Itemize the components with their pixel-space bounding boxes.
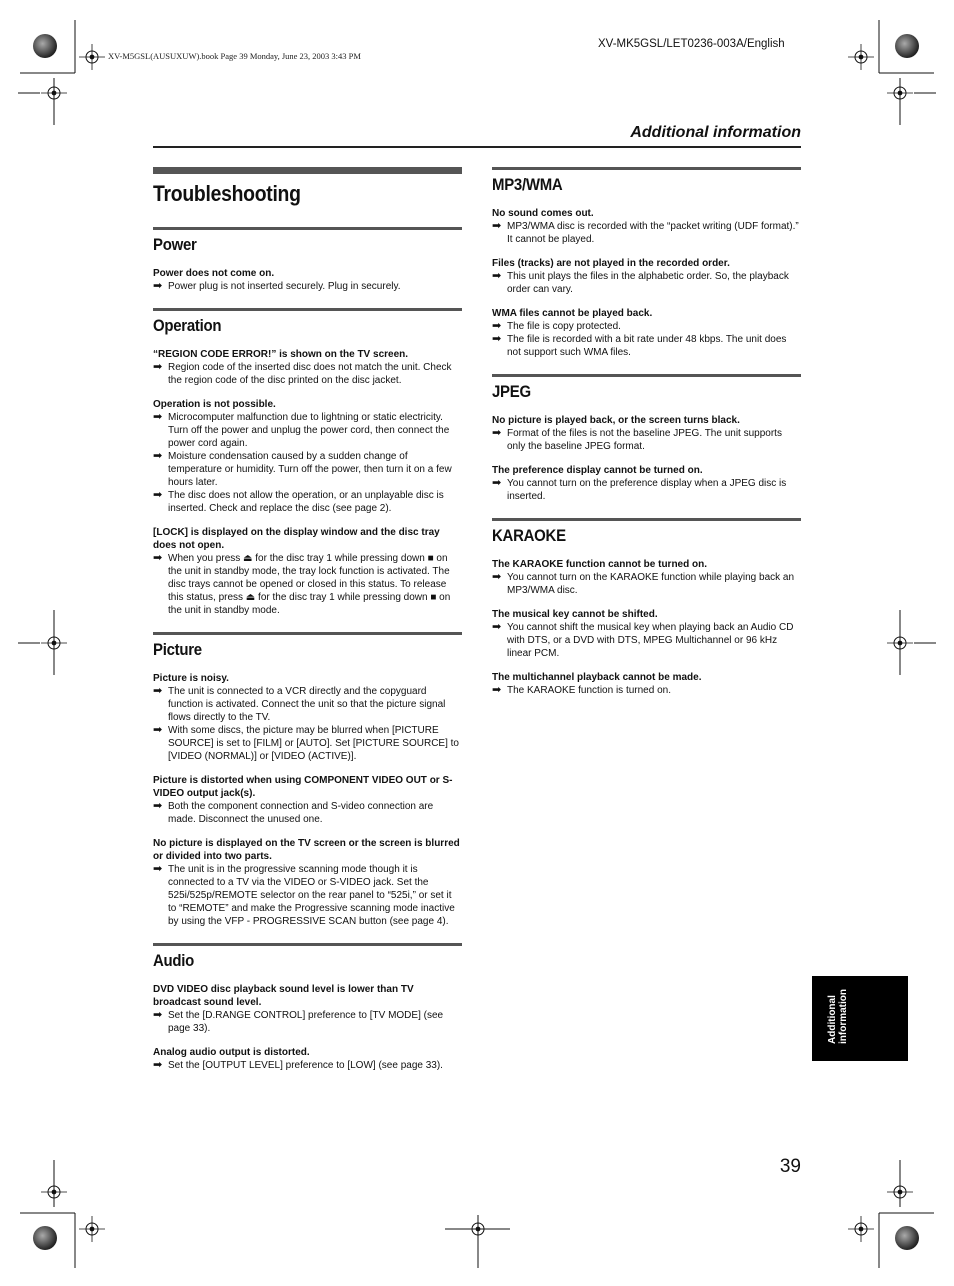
problem-text: Files (tracks) are not played in the recorded order. (492, 258, 730, 269)
trouble-item (153, 398, 462, 515)
solution (153, 685, 462, 724)
solution (153, 489, 462, 515)
solution-text: The file is copy protected. (507, 321, 621, 332)
side-index-tab-label (827, 989, 849, 1044)
section-title: KARAOKE (492, 526, 566, 545)
section-title: Audio (153, 951, 195, 970)
problem-text: Power does not come on. (153, 268, 275, 279)
solution (492, 571, 801, 597)
problem-text: No sound comes out. (492, 208, 594, 219)
trouble-item (153, 837, 462, 928)
section-title: Picture (153, 640, 202, 659)
title-bar (153, 167, 462, 174)
solution-text: Region code of the inserted disc does not match the unit. Check the region code of the disc printed on the disc jacket. (168, 362, 452, 386)
arrow-icon: ➡ (153, 1059, 163, 1071)
arrow-icon: ➡ (153, 552, 163, 564)
right-column (492, 167, 801, 708)
trouble-item (153, 774, 462, 826)
section-mp3-wma (492, 167, 801, 359)
solution-text: You cannot turn on the KARAOKE function while playing back an MP3/WMA disc. (507, 572, 795, 596)
trouble-item (492, 464, 801, 503)
problem-text: The multichannel playback cannot be made. (492, 672, 702, 683)
side-tab-line-2: information (838, 989, 849, 1044)
section-bar (153, 227, 462, 230)
trouble-item (153, 526, 462, 617)
solution-text: With some discs, the picture may be blurred when [PICTURE SOURCE] is set to [FILM] or [AUTO]. Set [PICTURE SOURCE] to [VIDEO (NORMAL)] or [VIDEO (ACTIVE)]. (168, 725, 459, 762)
section-bar (153, 943, 462, 946)
section-bar (492, 518, 801, 521)
section-title: Power (153, 235, 197, 254)
trouble-item (492, 608, 801, 660)
solution-text: The unit is connected to a VCR directly and the copyguard function is activated. Connect the unit so that the picture signal flows directly to the TV. (168, 686, 446, 723)
arrow-icon: ➡ (153, 450, 163, 462)
problem-text: The KARAOKE function cannot be turned on. (492, 559, 707, 570)
section-picture (153, 632, 462, 928)
solution-text: Format of the files is not the baseline JPEG. The unit supports only the baseline JPEG format. (507, 428, 782, 452)
section-power (153, 227, 462, 293)
trouble-item (492, 414, 801, 453)
trouble-item (492, 558, 801, 597)
solution (153, 552, 462, 617)
solution (153, 450, 462, 489)
problem-text: DVD VIDEO disc playback sound level is lower than TV broadcast sound level. (153, 984, 414, 1008)
page-title: Troubleshooting (153, 181, 301, 206)
trouble-item (492, 307, 801, 359)
solution (492, 320, 801, 333)
solution (492, 621, 801, 660)
solution-text: Microcomputer malfunction due to lightning or static electricity. Turn off the power and unplug the power cord, then connect the power cord again. (168, 412, 450, 449)
page-number: 39 (779, 1156, 801, 1177)
solution-text: The file is recorded with a bit rate under 48 kbps. The unit does not support such WMA files. (507, 334, 787, 358)
arrow-icon: ➡ (492, 270, 502, 282)
solution-text: When you press ⏏ for the disc tray 1 while pressing down ■ on the unit in standby mode, the tray lock function is activated. The disc trays cannot be opened or closed in this status. To release this status, press ⏏ for the disc tray 1 while pressing down ■ on the unit in standby mode. (168, 553, 451, 616)
solution (153, 280, 462, 293)
problem-text: The preference display cannot be turned on. (492, 465, 703, 476)
section-operation (153, 308, 462, 617)
arrow-icon: ➡ (153, 800, 163, 812)
solution-text: The unit is in the progressive scanning mode though it is connected to a TV via the VIDEO or S-VIDEO jack. Set the 525i/525p/REMOTE selector on the rear panel to “525i,” or set it to “REMOTE” and make the Progressive scanning mode inactive by using the VFP - PROGRESSIVE SCAN button (see page 4). (168, 864, 455, 927)
solution (153, 863, 462, 928)
trouble-item (153, 348, 462, 387)
solution (492, 333, 801, 359)
solution-text: Moisture condensation caused by a sudden change of temperature or humidity. Turn off the power, then turn it on a few hours later. (168, 451, 452, 488)
arrow-icon: ➡ (492, 427, 502, 439)
section-title: JPEG (492, 382, 531, 401)
problem-text: Picture is noisy. (153, 673, 229, 684)
trouble-item (153, 983, 462, 1035)
solution (492, 220, 801, 246)
header-rule (153, 146, 801, 148)
section-bar (153, 632, 462, 635)
solution-text: MP3/WMA disc is recorded with the “packet writing (UDF format).” It cannot be played. (507, 221, 799, 245)
arrow-icon: ➡ (153, 411, 163, 423)
print-book-info: XV-M5GSL(AUSUXUW).book Page 39 Monday, June 23, 2003 3:43 PM (108, 51, 361, 61)
arrow-icon: ➡ (492, 320, 502, 332)
arrow-icon: ➡ (492, 621, 502, 633)
trouble-item (492, 257, 801, 296)
problem-text: Analog audio output is distorted. (153, 1047, 310, 1058)
problem-text: The musical key cannot be shifted. (492, 609, 658, 620)
trouble-item (153, 1046, 462, 1072)
document-code: XV-MK5GSL/LET0236-003A/English (598, 38, 785, 50)
left-column (153, 167, 462, 1083)
arrow-icon: ➡ (153, 1009, 163, 1021)
solution (153, 361, 462, 387)
problem-text: Operation is not possible. (153, 399, 276, 410)
problem-text: Picture is distorted when using COMPONENT VIDEO OUT or S-VIDEO output jack(s). (153, 775, 453, 799)
section-title: Operation (153, 316, 222, 335)
arrow-icon: ➡ (492, 220, 502, 232)
section-bar (153, 308, 462, 311)
arrow-icon: ➡ (153, 685, 163, 697)
solution-text: Set the [OUTPUT LEVEL] preference to [LOW] (see page 33). (168, 1060, 443, 1071)
section-header-title: Additional information (630, 124, 801, 141)
solution-text: You cannot turn on the preference display when a JPEG disc is inserted. (507, 478, 787, 502)
solution-text: The disc does not allow the operation, or an unplayable disc is inserted. Check and replace the disc (see page 2). (168, 490, 444, 514)
solution (153, 1009, 462, 1035)
solution (153, 800, 462, 826)
side-tab-line-1: Additional (827, 995, 838, 1044)
solution (492, 427, 801, 453)
solution (153, 724, 462, 763)
section-bar (492, 167, 801, 170)
section-bar (492, 374, 801, 377)
solution-text: Both the component connection and S-video connection are made. Disconnect the unused one. (168, 801, 434, 825)
section-jpeg (492, 374, 801, 503)
arrow-icon: ➡ (492, 684, 502, 696)
problem-text: No picture is played back, or the screen turns black. (492, 415, 740, 426)
problem-text: [LOCK] is displayed on the display window and the disc tray does not open. (153, 527, 440, 551)
section-audio (153, 943, 462, 1072)
arrow-icon: ➡ (153, 361, 163, 373)
arrow-icon: ➡ (492, 571, 502, 583)
solution-text: This unit plays the files in the alphabetic order. So, the playback order can vary. (507, 271, 789, 295)
solution (492, 270, 801, 296)
solution-text: You cannot shift the musical key when playing back an Audio CD with DTS, or a DVD with DTS, MPEG Multichannel or 96 kHz linear PCM. (507, 622, 794, 659)
arrow-icon: ➡ (153, 863, 163, 875)
solution-text: Set the [D.RANGE CONTROL] preference to [TV MODE] (see page 33). (168, 1010, 444, 1034)
trouble-item (492, 671, 801, 697)
solution (153, 1059, 462, 1072)
solution-text: Power plug is not inserted securely. Plug in securely. (168, 281, 401, 292)
section-karaoke (492, 518, 801, 697)
solution (153, 411, 462, 450)
arrow-icon: ➡ (153, 724, 163, 736)
arrow-icon: ➡ (153, 489, 163, 501)
trouble-item (153, 672, 462, 763)
trouble-item (153, 267, 462, 293)
arrow-icon: ➡ (492, 333, 502, 345)
section-title: MP3/WMA (492, 175, 563, 194)
trouble-item (492, 207, 801, 246)
problem-text: WMA files cannot be played back. (492, 308, 653, 319)
problem-text: No picture is displayed on the TV screen or the screen is blurred or divided into two parts. (153, 838, 460, 862)
solution (492, 684, 801, 697)
arrow-icon: ➡ (492, 477, 502, 489)
problem-text: “REGION CODE ERROR!” is shown on the TV screen. (153, 349, 409, 360)
arrow-icon: ➡ (153, 280, 163, 292)
solution (492, 477, 801, 503)
solution-text: The KARAOKE function is turned on. (507, 685, 671, 696)
